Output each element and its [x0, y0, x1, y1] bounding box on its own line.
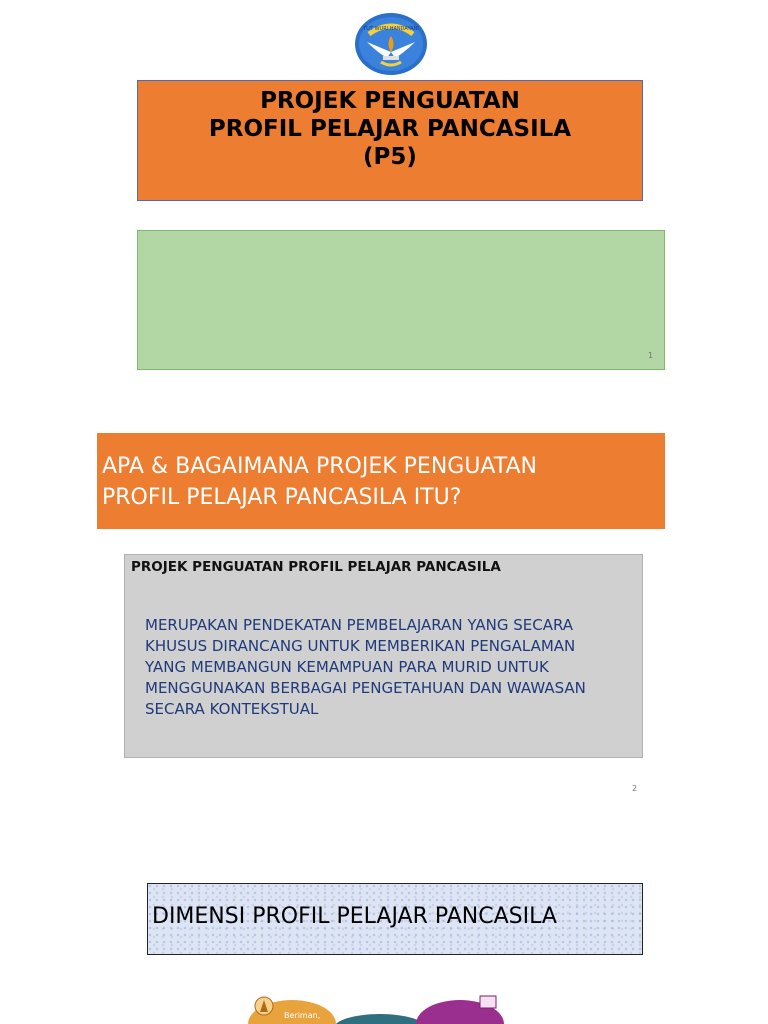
definition-line-4: MENGGUNAKAN BERBAGAI PENGETAHUAN DAN WAWASAN [145, 679, 586, 697]
definition-box [124, 554, 643, 758]
definition-body [145, 615, 586, 720]
title-line-2: PROFIL PELAJAR PANCASILA [208, 116, 572, 142]
logo-text: TUT WURI HANDAYANI [363, 26, 419, 32]
dimension-graphic [240, 990, 540, 1024]
title-box [137, 80, 643, 201]
page-number-1: 1 [648, 351, 654, 360]
definition-line-5: SECARA KONTEKSTUAL [145, 700, 319, 718]
page-number-2: 2 [632, 784, 638, 793]
title-line-1: PROJEK PENGUATAN [260, 88, 520, 114]
title-line-3: (P5) [363, 144, 417, 170]
definition-line-3: YANG MEMBANGUN KEMAMPUAN PARA MURID UNTUK [145, 658, 549, 676]
question-line-1: APA & BAGAIMANA PROJEK PENGUATAN [102, 454, 538, 479]
question-line-2: PROFIL PELAJAR PANCASILA ITU? [102, 485, 462, 510]
dimension-blob-teal [334, 1014, 426, 1024]
definition-heading: PROJEK PENGUATAN PROFIL PELAJAR PANCASILA [131, 559, 501, 575]
tut-wuri-handayani-logo-icon [353, 12, 429, 76]
dimension-title: DIMENSI PROFIL PELAJAR PANCASILA [152, 904, 557, 929]
definition-line-1: MERUPAKAN PENDEKATAN PEMBELAJARAN YANG SECARA [145, 616, 574, 634]
green-panel [137, 230, 665, 370]
people-group-icon [480, 996, 496, 1008]
definition-line-2: KHUSUS DIRANCANG UNTUK MEMBERIKAN PENGALAMAN [145, 637, 576, 655]
question-banner [97, 433, 665, 529]
dimension-label: Beriman, [284, 1011, 321, 1020]
dimension-title-box [147, 883, 643, 955]
